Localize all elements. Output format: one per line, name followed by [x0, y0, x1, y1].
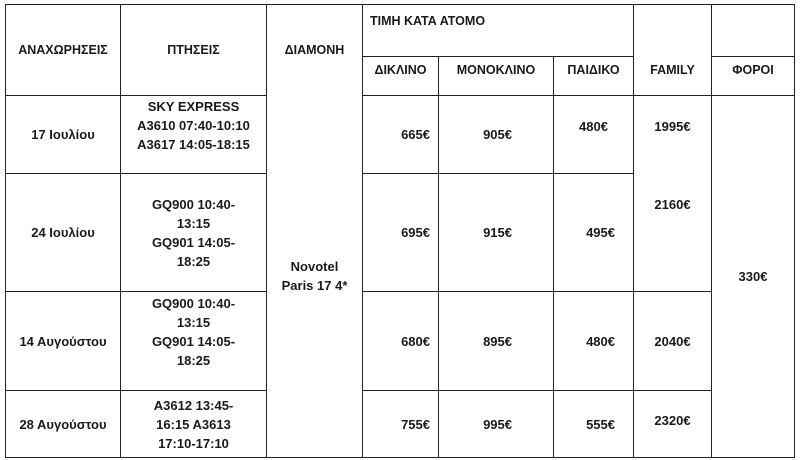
flight-line: GQ901 14:05-	[151, 234, 236, 250]
header-price-per-person: ΤΙΜΗ ΚΑΤΑ ΑΤΟΜΟ	[370, 14, 486, 28]
row-1-single: 905€	[483, 127, 512, 142]
flight-line: GQ900 10:40-	[151, 196, 236, 212]
row-2-date: 24 Ιουλίου	[31, 225, 95, 240]
row-4-single: 995€	[483, 416, 512, 432]
header-accommodation: ΔΙΑΜΟΝΗ	[284, 42, 345, 57]
row-3-single: 895€	[483, 333, 512, 349]
row-3-double: 680€	[401, 333, 430, 349]
header-taxes: ΦΟΡΟΙ	[732, 62, 774, 77]
header-flights: ΠΤΗΣΕΙΣ	[167, 42, 220, 57]
row-4-family: 2320€	[654, 412, 691, 428]
flight-line: GQ901 14:05-	[151, 334, 236, 349]
hotel-name: Novotel Paris 17 4*	[281, 259, 348, 293]
row-3-child: 480€	[586, 333, 615, 349]
flight-line: 16:15 A3613	[156, 416, 231, 432]
header-single: ΜΟΝΟΚΛΙΝΟ	[456, 62, 536, 77]
row-4-child: 555€	[586, 416, 615, 432]
header-family: FAMILY	[650, 62, 695, 77]
row-4-flights	[121, 391, 266, 457]
taxes-value: 330€	[738, 269, 768, 284]
row-1-double: 665€	[401, 127, 430, 142]
flight-line: 17:10-17:10	[158, 435, 229, 451]
flight-line: GQ900 10:40-	[151, 296, 236, 311]
row-1-flights	[121, 96, 266, 154]
header-double: ΔΙΚΛΙΝΟ	[374, 62, 427, 77]
row-1-date: 17 Ιουλίου	[31, 127, 95, 142]
row-3-flights	[121, 292, 266, 372]
row-2-family: 2160€	[654, 196, 691, 212]
row-3-family: 2040€	[654, 333, 691, 349]
flight-line: A3617 14:05-18:15	[137, 136, 250, 152]
flight-line: A3610 07:40-10:10	[137, 117, 250, 133]
header-child: ΠΑΙΔΙΚΟ	[567, 62, 620, 77]
row-3-date: 14 Αυγούστου	[19, 333, 107, 349]
flight-line: 13:15	[176, 315, 211, 330]
row-4-date: 28 Αυγούστου	[19, 416, 107, 432]
row-1-family: 1995€	[654, 118, 691, 134]
row-2-child: 495€	[586, 225, 615, 240]
flight-line: A3612 13:45-	[153, 397, 234, 413]
header-departures: ΑΝΑΧΩΡΗΣΕΙΣ	[18, 42, 108, 57]
row-2-flights	[121, 174, 266, 291]
row-2-double: 695€	[401, 225, 430, 240]
row-4-double: 755€	[401, 416, 430, 432]
flight-line: 18:25	[176, 353, 211, 368]
row-1-child: 480€	[579, 118, 608, 134]
flight-line: 13:15	[176, 215, 211, 231]
row-2-single: 915€	[483, 225, 512, 240]
flight-line: SKY EXPRESS	[147, 98, 240, 114]
flight-line: 18:25	[176, 253, 211, 269]
